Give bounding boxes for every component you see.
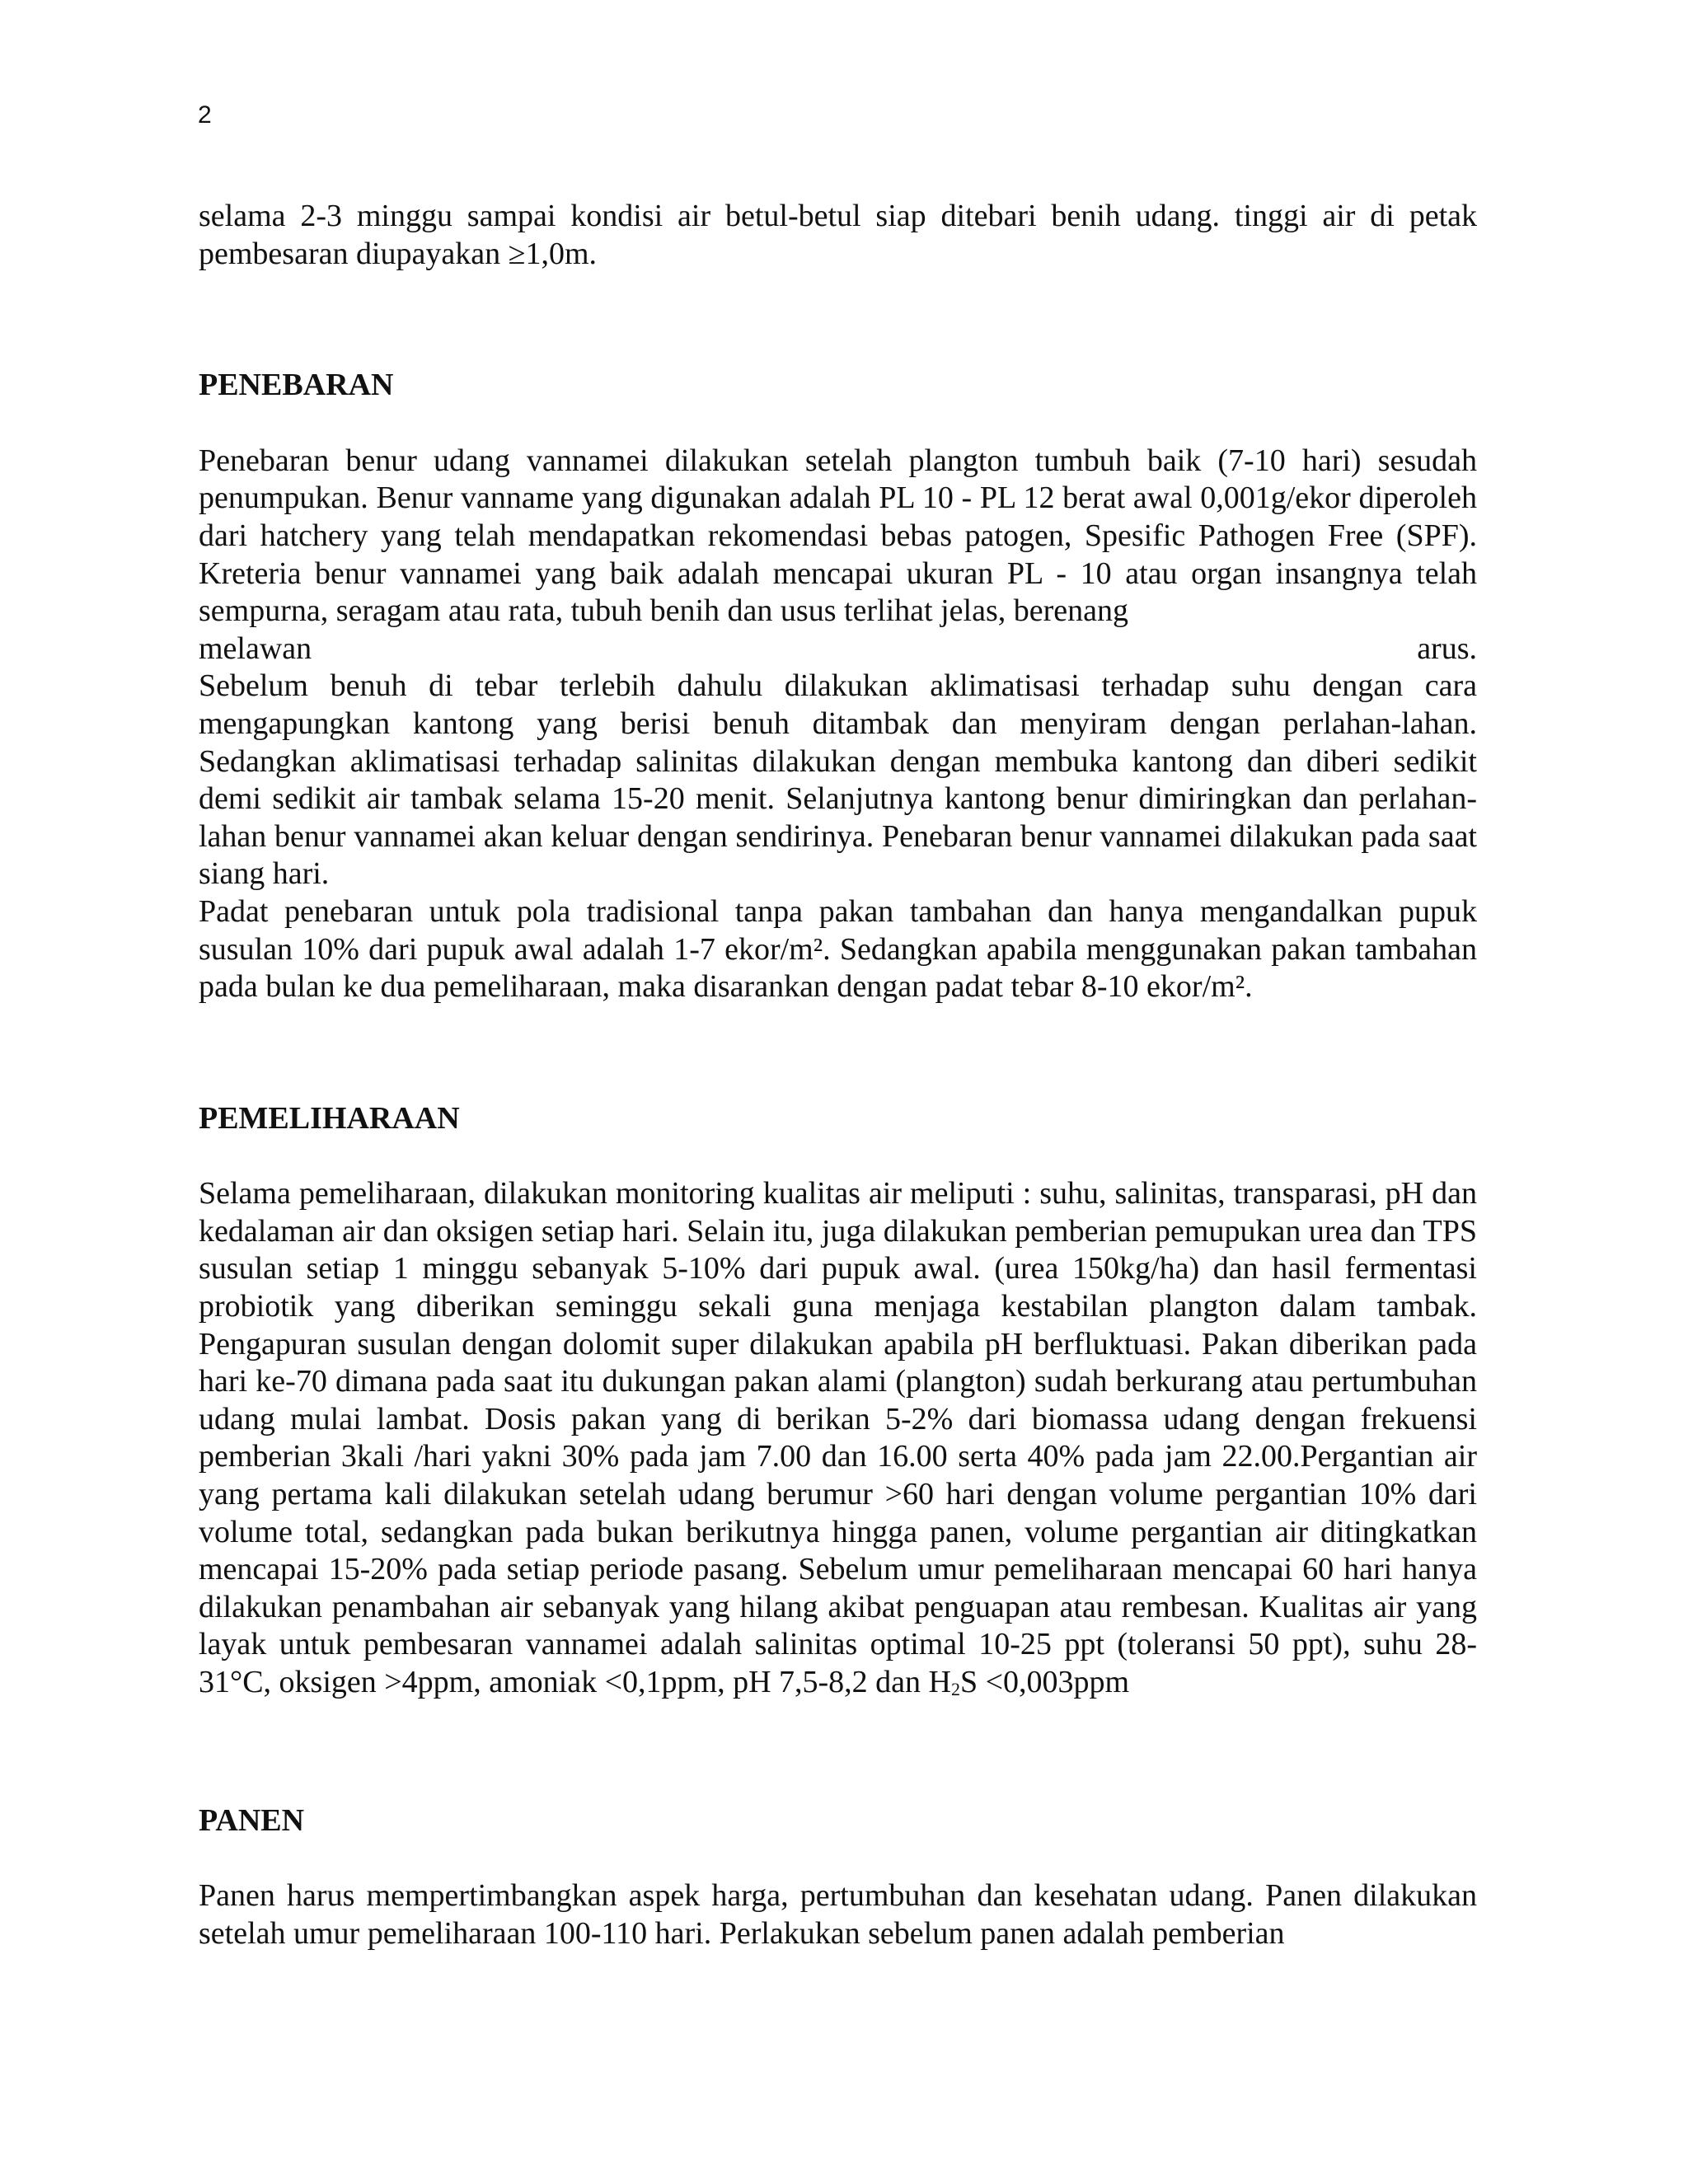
page-number: 2: [198, 101, 212, 129]
pemeliharaan-paragraph-1: [199, 1175, 1477, 1708]
penebaran-paragraph-2: Sebelum benuh di tebar terlebih dahulu dilakukan aklimatisasi terhadap suhu dengan cara mengapungkan kantong yang berisi benuh ditambak dan menyiram dengan perlahan-lahan. Sedangkan aklimatisasi terhadap salinitas dilakukan dengan membuka kantong dan diberi sedikit demi sedikit air tambak selama 15-20 menit. Selanjutnya kantong benur dimiringkan dan perlahan-lahan benur vannamei akan keluar dengan sendirinya. Penebaran benur vannamei dilakukan pada saat siang hari.: [199, 668, 1477, 892]
penebaran-last-line-left: melawan: [199, 630, 312, 666]
section-heading-pemeliharaan: PEMELIHARAAN: [199, 1100, 460, 1136]
intro-paragraph: selama 2-3 minggu sampai kondisi air betul-betul siap ditebari benih udang. tinggi air di petak pembesaran diupayakan ≥1,0m.: [199, 199, 1477, 271]
section-heading-panen: PANEN: [199, 1802, 305, 1838]
section-heading-penebaran: PENEBARAN: [199, 368, 394, 403]
document-body: [199, 198, 1477, 1952]
penebaran-paragraph-1: Penebaran benur udang vannamei dilakukan setelah plangton tumbuh baik (7-10 hari) sesudah penumpukan. Benur vanname yang digunakan adalah PL 10 - PL 12 berat awal 0,001g/ekor diperoleh dari hatchery yang telah mendapatkan rekomendasi bebas patogen, Spesific Pathogen Free (SPF). Kreteria benur vannamei yang baik adalah mencapai ukuran PL - 10 atau organ insangnya telah sempurna, seragam atau rata, tubuh benih dan usus terlihat jelas, berenang: [199, 443, 1477, 629]
penebaran-paragraph-1-last-line: [199, 630, 1477, 668]
penebaran-paragraph-3: Padat penebaran untuk pola tradisional tanpa pakan tambahan dan hanya mengandalkan pupuk susulan 10% dari pupuk awal adalah 1-7 ekor/m². Sedangkan apabila menggunakan pakan tambahan pada bulan ke dua pemeliharaan, maka disarankan dengan padat tebar 8-10 ekor/m².: [199, 893, 1477, 1005]
h2s-subscript: 2: [950, 1679, 960, 1699]
pemeliharaan-paragraph-tail: S <0,003ppm: [959, 1665, 1130, 1699]
penebaran-last-line-right: arus.: [1417, 630, 1477, 666]
panen-paragraph-1: Panen harus mempertimbangkan aspek harga, pertumbuhan dan kesehatan udang. Panen dilakukan setelah umur pemeliharaan 100-110 hari. Perlakukan sebelum panen adalah pemberian: [199, 1878, 1477, 1951]
pemeliharaan-paragraph-text: Selama pemeliharaan, dilakukan monitoring kualitas air meliputi : suhu, salinitas, transparasi, pH dan kedalaman air dan oksigen setiap hari. Selain itu, juga dilakukan pemberian pemupukan urea dan TPS susulan setiap 1 minggu sebanyak 5-10% dari pupuk awal. (urea 150kg/ha) dan hasil fermentasi probiotik yang diberikan seminggu sekali guna menjaga kestabilan plangton dalam tambak. Pengapuran susulan dengan dolomit super dilakukan apabila pH berfluktuasi. Pakan diberikan pada hari ke-70 dimana pada saat itu dukungan pakan alami (plangton) sudah berkurang atau pertumbuhan udang mulai lambat. Dosis pakan yang di berikan 5-2% dari biomassa udang dengan frekuensi pemberian 3kali /hari yakni 30% pada jam 7.00 dan 16.00 serta 40% pada jam 22.00.Pergantian air yang pertama kali dilakukan setelah udang berumur >60 hari dengan volume pergantian 10% dari volume total, sedangkan pada bukan berikutnya hingga panen, volume pergantian air ditingkatkan mencapai 15-20% pada setiap periode pasang. Sebelum umur pemeliharaan mencapai 60 hari hanya dilakukan penambahan air sebanyak yang hilang akibat penguapan atau rembesan. Kualitas air yang layak untuk pembesaran vannamei adalah salinitas optimal 10-25 ppt (toleransi 50 ppt), suhu 28-31°C, oksigen >4ppm, amoniak <0,1ppm, pH 7,5-8,2 dan H: [199, 1176, 1477, 1699]
